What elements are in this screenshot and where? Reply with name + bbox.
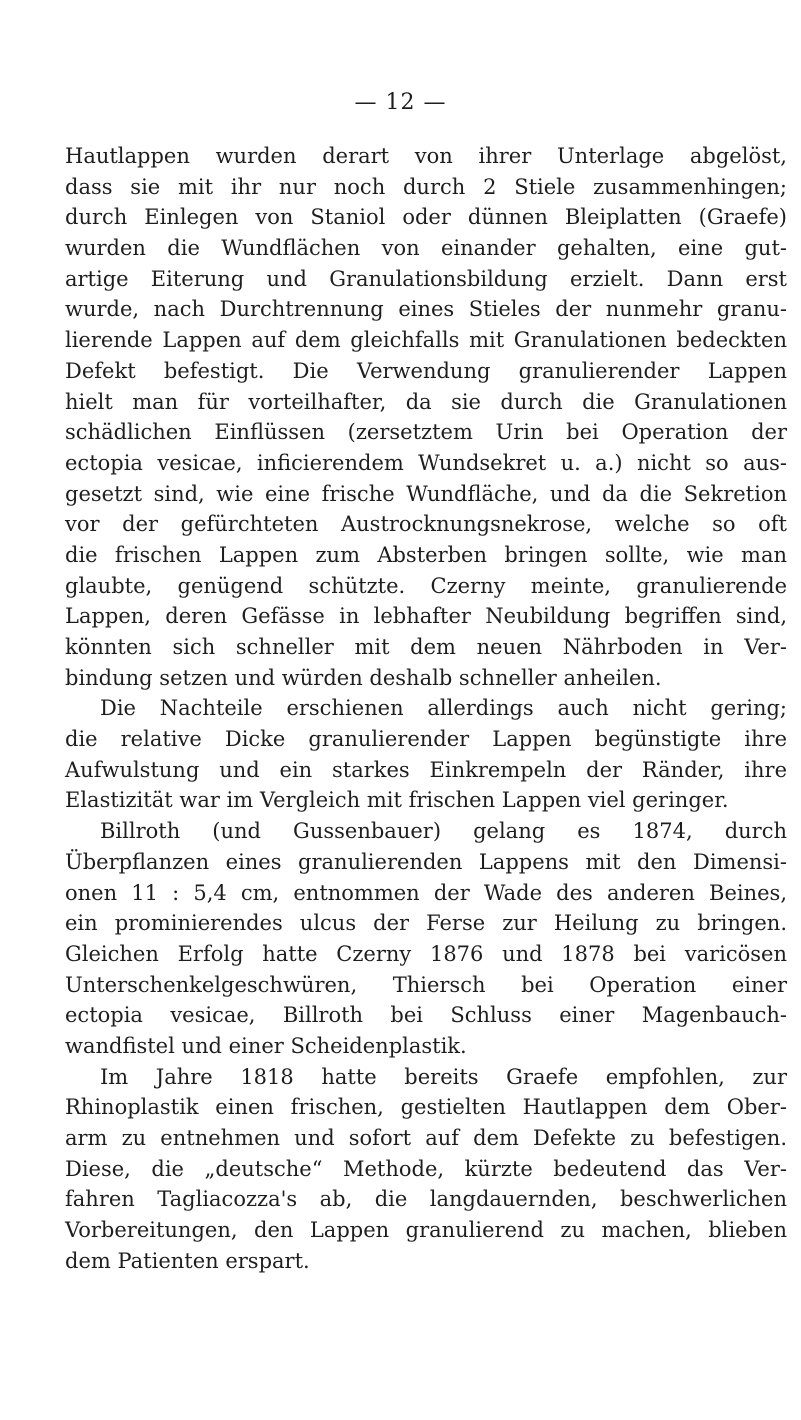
text-line: artige Eiterung und Granulationsbildung erzielt. Dann erst (65, 266, 787, 291)
text-line: wurden die Wundflächen von einander gehalten, eine gut- (65, 236, 787, 261)
text-line: schädlichen Einflüssen (zersetztem Urin bei Operation der (65, 420, 787, 445)
text-line: Hautlappen wurden derart von ihrer Unterlage abgelöst, (65, 144, 787, 168)
text-line: Diese, die „deutsche“ Methode, kürzte bedeutend das Ver- (65, 1156, 787, 1181)
text-line: Im Jahre 1818 hatte bereits Graefe empfohlen, zur (100, 1064, 787, 1089)
text-line: ectopia vesicae, inficierendem Wundsekret u. a.) nicht so aus- (65, 450, 787, 475)
text-line: glaubte, genügend schützte. Czerny meinte, granulierende (65, 573, 787, 598)
text-line: Defekt befestigt. Die Verwendung granulierender Lappen (65, 358, 787, 383)
text-line: ein prominierendes ulcus der Ferse zur Heilung zu bringen. (65, 911, 787, 936)
text-line: Elastizität war im Vergleich mit frischen Lappen viel geringer. (65, 788, 729, 813)
text-line: die frischen Lappen zum Absterben bringen sollte, wie man (65, 542, 787, 567)
text-line: dass sie mit ihr nur noch durch 2 Stiele zusammenhingen; (65, 174, 787, 199)
page-number: — 12 — (354, 90, 447, 115)
text-line: vor der gefürchteten Austrocknungsnekrose, welche so oft (65, 512, 787, 537)
text-line: Billroth (und Gussenbauer) gelang es 1874, durch (100, 819, 787, 844)
text-line: durch Einlegen von Staniol oder dünnen Bleiplatten (Graefe) (65, 205, 787, 230)
text-line: Unterschenkelgeschwüren, Thiersch bei Operation einer (65, 972, 787, 997)
body-text (65, 141, 787, 1276)
text-line: Gleichen Erfolg hatte Czerny 1876 und 1878 bei varicösen (65, 941, 787, 966)
text-line: könnten sich schneller mit dem neuen Nährboden in Ver- (65, 635, 787, 659)
text-line: Rhinoplastik einen frischen, gestielten Hautlappen dem Ober- (65, 1095, 787, 1120)
text-line: ectopia vesicae, Billroth bei Schluss einer Magenbauch- (65, 1003, 787, 1028)
text-line: bindung setzen und würden deshalb schneller anheilen. (65, 665, 662, 690)
text-line: wurde, nach Durchtrennung eines Stieles der nunmehr granu- (65, 297, 787, 322)
text-line: Lappen, deren Gefässe in lebhafter Neubildung begriffen sind, (65, 604, 787, 629)
text-line: dem Patienten erspart. (65, 1248, 310, 1273)
text-line: onen 11 : 5,4 cm, entnommen der Wade des anderen Beines, (65, 880, 787, 905)
text-line: Aufwulstung und ein starkes Einkrempeln der Ränder, ihre (65, 757, 787, 782)
text-line: gesetzt sind, wie eine frische Wundfläche, und da die Sekretion (65, 481, 787, 506)
text-line: Vorbereitungen, den Lappen granulierend zu machen, blieben (65, 1218, 787, 1243)
text-line: die relative Dicke granulierender Lappen begünstigte ihre (65, 727, 787, 752)
text-line: Überpflanzen eines granulierenden Lappens mit den Dimensi- (65, 849, 787, 874)
text-line: hielt man für vorteilhafter, da sie durch die Granulationen (65, 389, 787, 414)
text-line: fahren Tagliacozza's ab, die langdauernden, beschwerlichen (65, 1187, 787, 1212)
text-line: wandfistel und einer Scheidenplastik. (65, 1033, 467, 1058)
text-line: lierende Lappen auf dem gleichfalls mit Granulationen bedeckten (65, 328, 787, 353)
text-line: Die Nachteile erschienen allerdings auch nicht gering; (100, 696, 787, 721)
text-line: arm zu entnehmen und sofort auf dem Defekte zu befestigen. (65, 1126, 787, 1150)
